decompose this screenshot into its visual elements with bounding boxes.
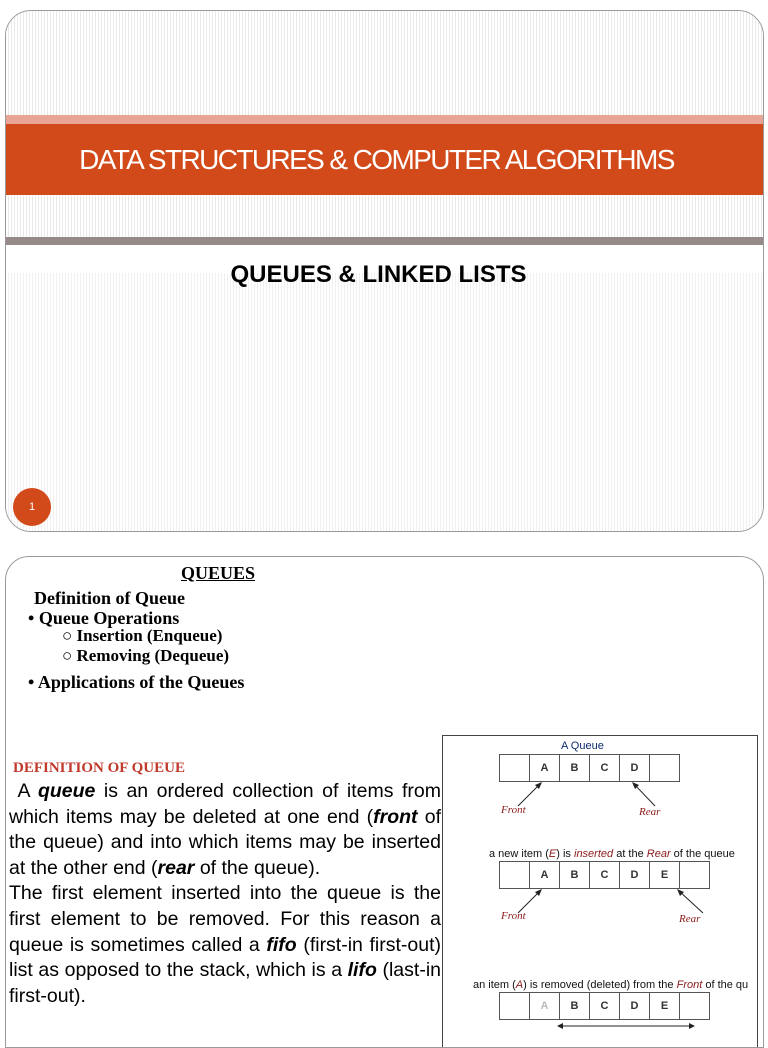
- diagram-title: A Queue: [561, 740, 604, 752]
- queue-cell: B: [559, 754, 590, 782]
- circle-bullet-icon: ○: [62, 646, 73, 665]
- bullet-icon: •: [28, 608, 35, 628]
- queue-cell: B: [559, 861, 590, 889]
- rear-arrow: [634, 784, 655, 806]
- definition-text: [9, 779, 441, 1009]
- queue-row: [500, 861, 710, 889]
- page-number-badge: 1: [13, 488, 51, 526]
- pinstripe-background: [6, 11, 763, 115]
- insert-caption: a new item (E) is inserted at the Rear of the queue: [489, 848, 735, 860]
- outline-item: • Queue Operations: [28, 608, 180, 628]
- queue-row: [500, 992, 710, 1020]
- remove-caption: an item (A) is removed (deleted) from the Front of the qu: [473, 979, 749, 991]
- pinstripe-background: [6, 273, 763, 531]
- outline-subitem: ○ Removing (Dequeue): [62, 646, 230, 665]
- queue-cell: [499, 861, 530, 889]
- queue-cell: A: [529, 754, 560, 782]
- definition-heading: DEFINITION OF QUEUE: [13, 760, 185, 776]
- circle-bullet-icon: ○: [62, 626, 73, 645]
- title-slide: [5, 10, 764, 532]
- rear-label: Rear: [639, 806, 661, 818]
- outline-item: • Applications of the Queues: [28, 672, 245, 692]
- front-arrow: [518, 784, 540, 806]
- queue-cell: [649, 754, 680, 782]
- removed-queue-cell: A: [529, 992, 560, 1020]
- paragraph: The first element inserted into the queue is the first element to be removed. For this reason a queue is sometimes called a fifo (first-in first-out) list as opposed to the stack, which is a lifo (last-in first-out).: [9, 882, 442, 1007]
- bullet-icon: •: [28, 672, 35, 692]
- queue-cell: B: [559, 992, 590, 1020]
- queues-slide: [5, 556, 764, 1048]
- queue-cell: [679, 992, 710, 1020]
- queue-cell: C: [589, 861, 620, 889]
- pinstripe-background: [6, 195, 763, 237]
- queue-cell: D: [619, 861, 650, 889]
- outline-subitem: ○ Insertion (Enqueue): [62, 626, 223, 645]
- queue-cell: C: [589, 754, 620, 782]
- queue-cell: E: [649, 861, 680, 889]
- queue-row: [500, 754, 680, 782]
- queue-diagram: [442, 735, 758, 1048]
- divider-band: [6, 237, 763, 245]
- queue-cell: [499, 992, 530, 1020]
- front-label: Front: [501, 804, 526, 816]
- queue-cell: D: [619, 992, 650, 1020]
- rear-label: Rear: [679, 913, 701, 925]
- paragraph: A queue is an ordered collection of items from which items may be deleted at one end (front of the queue) and into which items may be inserted at the other end (rear of the queue).: [9, 780, 441, 879]
- queue-cell: C: [589, 992, 620, 1020]
- queue-cell: A: [529, 861, 560, 889]
- queue-cell: [499, 754, 530, 782]
- front-label: Front: [501, 910, 526, 922]
- queue-cell: [679, 861, 710, 889]
- slide-subtitle: QUEUES & LINKED LISTS: [230, 261, 527, 288]
- slide-heading: QUEUES: [181, 563, 256, 583]
- rear-arrow: [679, 891, 703, 913]
- outline-item: Definition of Queue: [34, 588, 185, 608]
- accent-band-light: [6, 115, 763, 124]
- queue-cell: E: [649, 992, 680, 1020]
- course-title: DATA STRUCTURES & COMPUTER ALGORITHMS: [79, 144, 674, 175]
- queue-cell: D: [619, 754, 650, 782]
